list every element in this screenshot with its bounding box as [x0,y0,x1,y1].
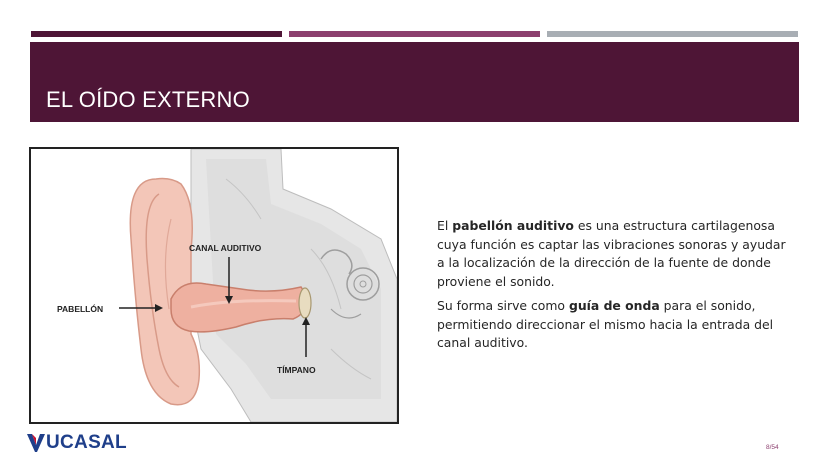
accent-bar-dark [31,31,282,37]
accent-bar-gray [547,31,798,37]
bold-guia-de-onda: guía de onda [568,298,660,313]
ear-diagram [29,147,399,424]
ucasal-logo [26,432,127,454]
label-pabellon: PABELLÓN [57,304,104,314]
bold-pabellon-auditivo: pabellón auditivo [452,218,574,233]
accent-bar-mid [289,31,540,37]
paragraph-guia-onda: Su forma sirve como guía de onda para el sonido, permitiendo direccionar el mismo hacia la entrada del canal auditivo. [437,298,774,350]
body-text [437,217,787,359]
slide-title: EL OÍDO EXTERNO [46,87,250,112]
logo-text: UCASAL [46,432,127,453]
page-number: 8/54 [766,444,779,451]
label-canal-auditivo: CANAL AUDITIVO [189,243,262,253]
title-band [30,42,799,122]
ucasal-emblem-icon [26,432,46,454]
label-timpano: TÍMPANO [277,365,316,375]
paragraph-pabellon: El pabellón auditivo es una estructura cartilagenosa cuya función es captar las vibraciones sonoras y ayudar a la localización de la dirección de la fuente de donde proviene el sonido. [437,218,786,289]
ear-illustration [31,149,397,422]
